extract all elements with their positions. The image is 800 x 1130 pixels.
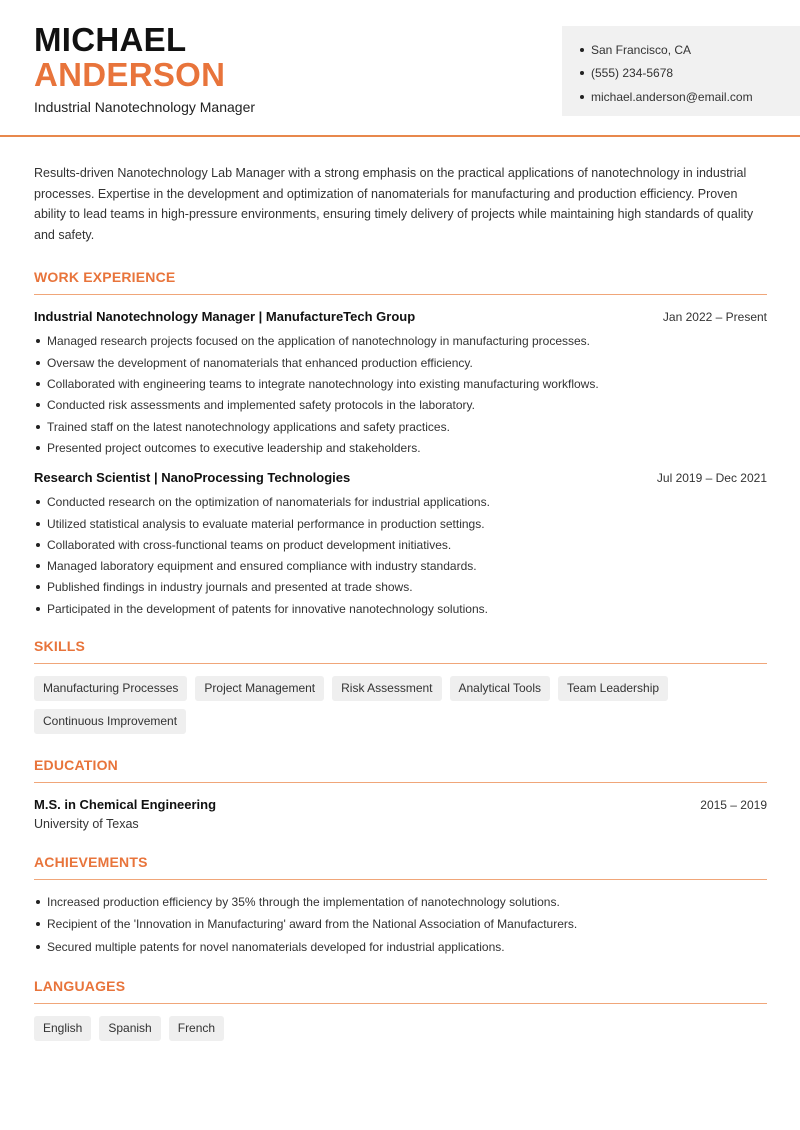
language-chip: English — [34, 1016, 91, 1041]
bullet-icon — [36, 339, 40, 343]
education-header — [34, 797, 767, 812]
list-item: Secured multiple patents for novel nanomaterials developed for industrial applications. — [34, 935, 767, 958]
bullet-icon — [36, 900, 40, 904]
education-degree: M.S. in Chemical Engineering — [34, 797, 217, 813]
list-item: Utilized statistical analysis to evaluate material performance in production settings. — [34, 513, 767, 534]
list-item: Collaborated with cross-functional teams on product development initiatives. — [34, 534, 767, 555]
job-role: Industrial Nanotechnology Manager | ManufactureTech Group — [34, 308, 416, 324]
list-item: Oversaw the development of nanomaterials that enhanced production efficiency. — [34, 352, 767, 373]
skill-chip: Manufacturing Processes — [34, 676, 187, 701]
resume-header — [0, 0, 800, 137]
bullet-icon — [36, 922, 40, 926]
language-chip: French — [169, 1016, 224, 1041]
list-item: Recipient of the 'Innovation in Manufacturing' award from the National Association of Manufacturers. — [34, 913, 767, 936]
email-text[interactable]: michael.anderson@email.com — [591, 89, 753, 104]
job-header — [34, 470, 767, 485]
bullet-icon — [36, 446, 40, 450]
list-item: Managed research projects focused on the application of nanotechnology in manufacturing processes. — [34, 331, 767, 352]
education-section — [34, 757, 767, 831]
job-bullets — [34, 331, 767, 459]
education-school: University of Texas — [34, 817, 139, 832]
bullet-icon — [36, 607, 40, 611]
job-header — [34, 309, 767, 324]
section-title-languages: LANGUAGES — [34, 978, 767, 1004]
list-item: Increased production efficiency by 35% through the implementation of nanotechnology solutions. — [34, 890, 767, 913]
bullet-icon — [36, 945, 40, 949]
contact-phone — [580, 62, 800, 86]
skill-chip: Risk Assessment — [332, 676, 441, 701]
job-bullets — [34, 492, 767, 620]
skill-chip: Team Leadership — [558, 676, 668, 701]
summary: Results-driven Nanotechnology Lab Manager with a strong emphasis on the practical applications of nanotechnology in industrial processes. Expertise in the development and optimization of nanomaterials for manufacturing and production efficiency. Proven ability to lead teams in high-pressure environments, ensuring timely delivery of projects while maintaining high standards of quality and safety. — [34, 166, 754, 243]
achievements-section — [34, 854, 767, 958]
list-item: Collaborated with engineering teams to integrate nanotechnology into existing manufacturing workflows. — [34, 373, 767, 394]
bullet-icon — [36, 403, 40, 407]
bullet-icon — [36, 522, 40, 526]
bullet-icon — [36, 500, 40, 504]
section-title-achievements: ACHIEVEMENTS — [34, 854, 767, 880]
work-experience-section — [34, 269, 767, 620]
language-chip: Spanish — [99, 1016, 160, 1041]
job-role: Research Scientist | NanoProcessing Technologies — [34, 469, 351, 485]
bullet-icon — [580, 71, 584, 75]
phone-text[interactable]: (555) 234-5678 — [591, 66, 674, 81]
bullet-icon — [36, 382, 40, 386]
contact-email — [580, 85, 800, 109]
job-dates: Jan 2022 – Present — [662, 309, 767, 324]
bullet-icon — [36, 543, 40, 547]
languages-section — [34, 978, 767, 1041]
skills-list — [34, 676, 674, 734]
section-title-skills: SKILLS — [34, 638, 767, 664]
skill-chip: Project Management — [195, 676, 324, 701]
list-item: Published findings in industry journals and presented at trade shows. — [34, 577, 767, 598]
skill-chip: Analytical Tools — [450, 676, 551, 701]
location-text: San Francisco, CA — [591, 42, 692, 57]
bullet-icon — [36, 585, 40, 589]
list-item: Participated in the development of patents for innovative nanotechnology solutions. — [34, 598, 767, 619]
section-title-education: EDUCATION — [34, 757, 767, 783]
last-name: ANDERSON — [34, 56, 226, 93]
skills-section — [34, 638, 767, 734]
bullet-icon — [580, 48, 584, 52]
education-dates: 2015 – 2019 — [700, 798, 767, 813]
list-item: Presented project outcomes to executive leadership and stakeholders. — [34, 437, 767, 458]
bullet-icon — [580, 95, 584, 99]
bullet-icon — [36, 361, 40, 365]
job-dates: Jul 2019 – Dec 2021 — [656, 470, 767, 485]
list-item: Trained staff on the latest nanotechnology applications and safety practices. — [34, 416, 767, 437]
resume-body — [34, 163, 767, 1041]
section-title-work: WORK EXPERIENCE — [34, 269, 767, 295]
list-item: Managed laboratory equipment and ensured compliance with industry standards. — [34, 555, 767, 576]
skill-chip: Continuous Improvement — [34, 709, 186, 734]
languages-list — [34, 1016, 767, 1041]
achievements-list — [34, 890, 767, 958]
first-name: MICHAEL — [34, 21, 187, 58]
contact-box — [562, 26, 800, 116]
list-item: Conducted risk assessments and implemented safety protocols in the laboratory. — [34, 395, 767, 416]
list-item: Conducted research on the optimization of nanomaterials for industrial applications. — [34, 492, 767, 513]
bullet-icon — [36, 425, 40, 429]
job-title: Industrial Nanotechnology Manager — [34, 99, 256, 115]
bullet-icon — [36, 564, 40, 568]
contact-location — [580, 38, 800, 62]
